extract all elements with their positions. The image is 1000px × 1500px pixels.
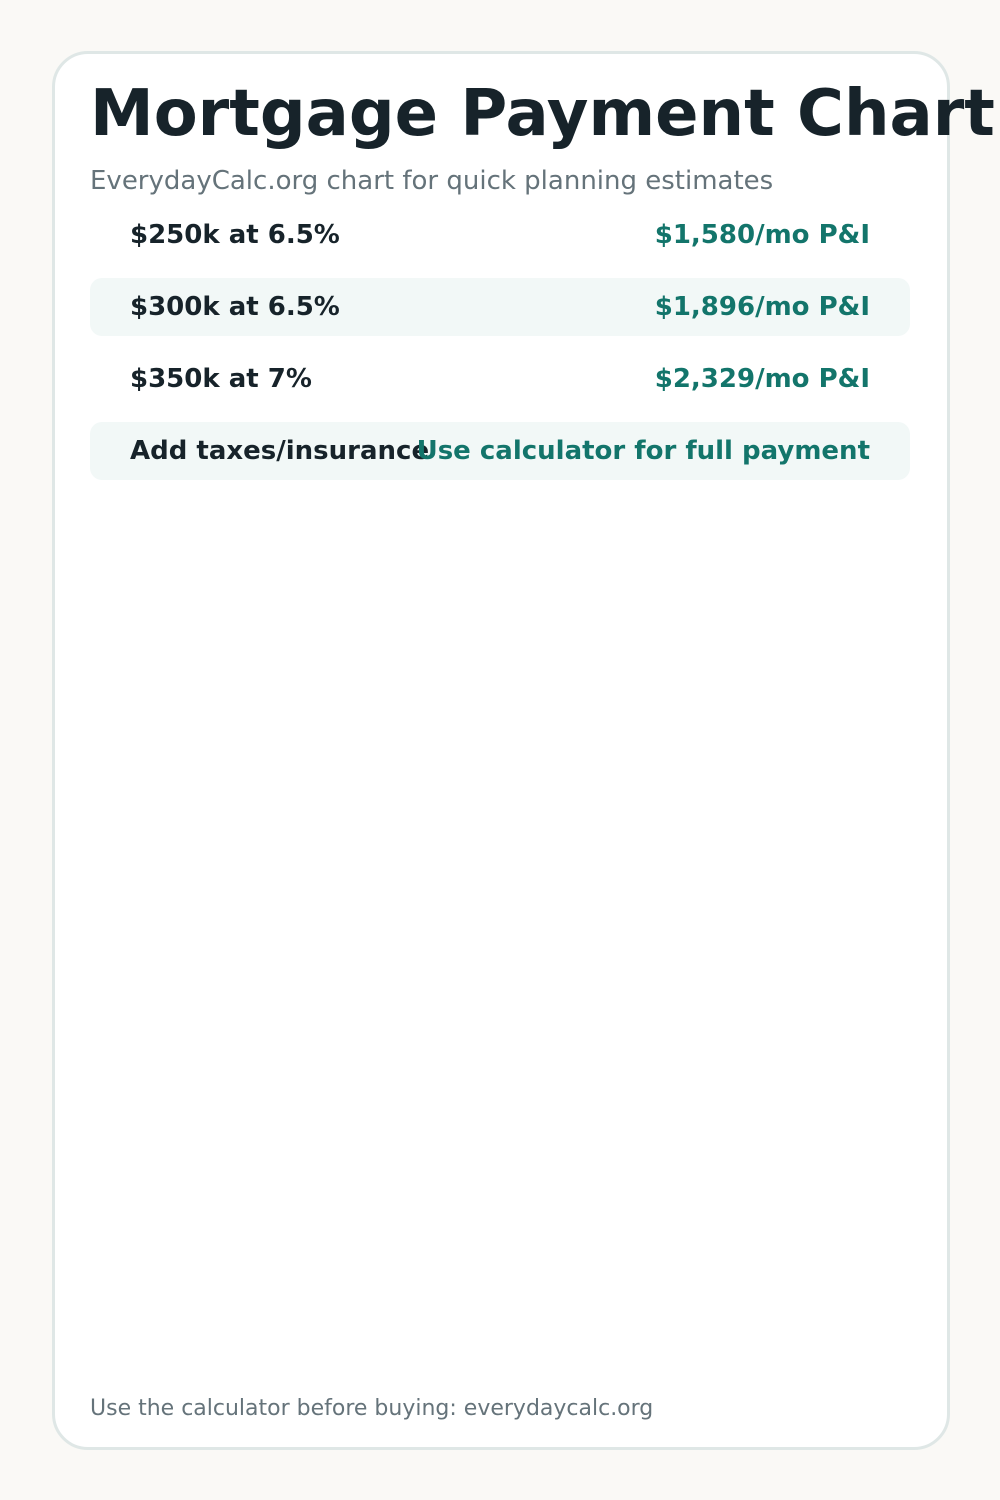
footer-note: Use the calculator before buying: everydaycalc.org [90,1396,654,1421]
list-item [90,206,910,264]
row-label: $250k at 6.5% [130,220,340,250]
list-item [90,422,910,480]
page-subtitle: EverydayCalc.org chart for quick planning estimates [90,166,774,196]
row-value: Use calculator for full payment [416,436,870,466]
row-value: $2,329/mo P&I [654,364,870,394]
list-item [90,278,910,336]
page-title: Mortgage Payment Chart [90,77,995,151]
row-label: $300k at 6.5% [130,292,340,322]
list-item [90,350,910,408]
row-label: Add taxes/insurance [130,436,430,466]
row-value: $1,896/mo P&I [654,292,870,322]
row-label: $350k at 7% [130,364,312,394]
payment-list [90,206,910,494]
row-value: $1,580/mo P&I [654,220,870,250]
